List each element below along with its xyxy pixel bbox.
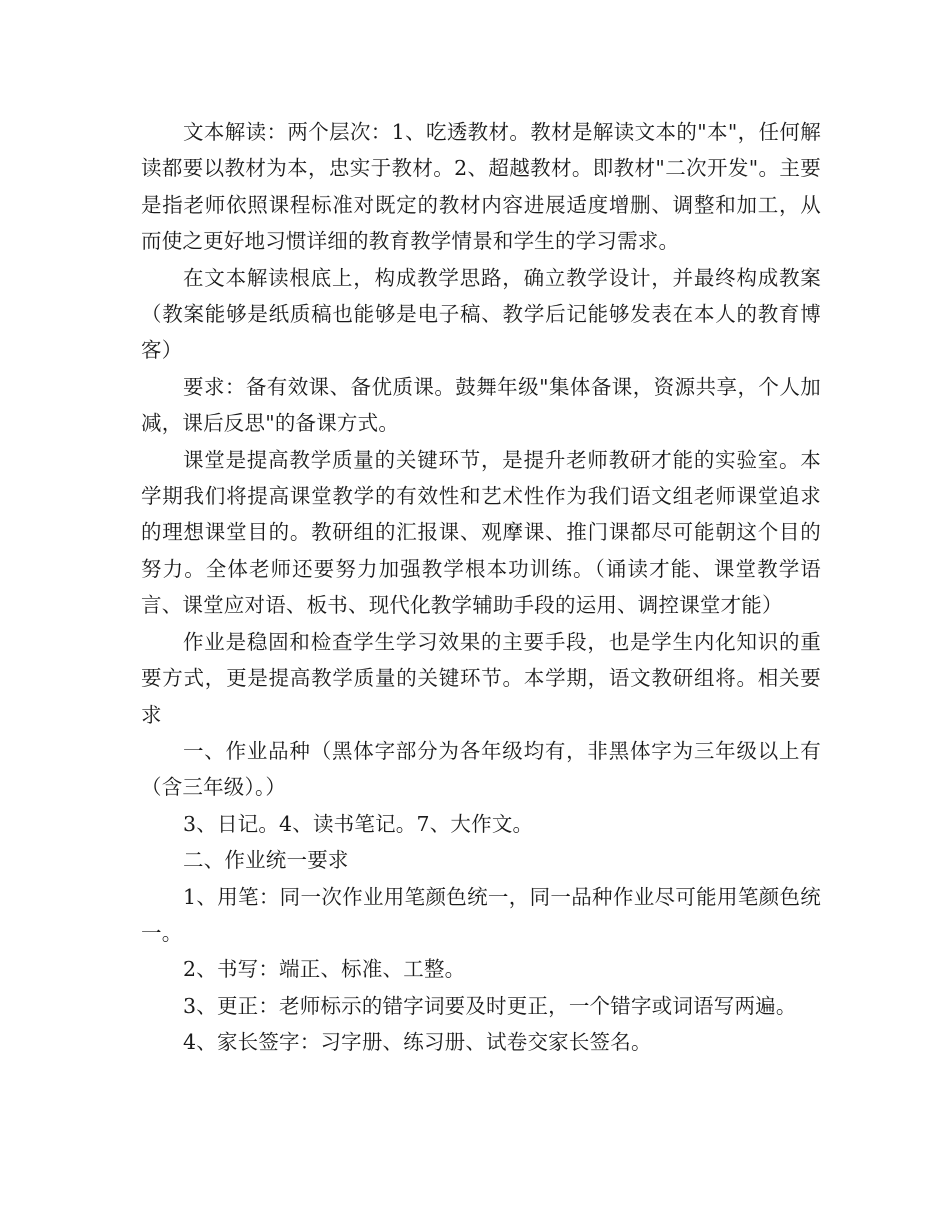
paragraph-classroom: 课堂是提高教学质量的关键环节，是提升老师教研才能的实验室。本学期我们将提高课堂教学的有效性和艺术性作为我们语文组老师课堂追求的理想课堂目的。教研组的汇报课、观摩课、推门课都尽可能朝这个目的努力。全体老师还要努力加强教学根本功训练。（诵读才能、课堂教学语言、课堂应对语、板书、现代化教学辅助手段的运用、调控课堂才能） [141, 447, 821, 618]
paragraph-homework-list: 3、日记。4、读书笔记。7、大作文。 [183, 811, 534, 836]
paragraph-lesson-plan: 在文本解读根底上，构成教学思路，确立教学设计，并最终构成教案（教案能够是纸质稿也能够是电子稿、教学后记能够发表在本人的教育博客） [141, 265, 821, 363]
paragraph-text-interpretation: 文本解读：两个层次：1、吃透教材。教材是解读文本的"本"，任何解读都要以教材为本，忠实于教材。2、超越教材。即教材"二次开发"。主要是指老师依照课程标准对既定的教材内容进展适度增删、调整和加工，从而使之更好地习惯详细的教育教学情景和学生的学习需求。 [141, 120, 821, 254]
paragraph-homework: 作业是稳固和检查学生学习效果的主要手段，也是学生内化知识的重要方式，更是提高教学质量的关键环节。本学期，语文教研组将。相关要求 [141, 629, 821, 727]
paragraph-unified-requirements-heading: 二、作业统一要求 [183, 848, 349, 873]
paragraph-homework-types: 一、作业品种（黑体字部分为各年级均有，非黑体字为三年级以上有（含三年级）。） [141, 738, 821, 800]
paragraph-pen-requirement: 1、用笔：同一次作业用笔颜色统一，同一品种作业尽可能用笔颜色统一。 [141, 884, 821, 945]
document-body [141, 114, 821, 1061]
paragraph-parent-signature: 4、家长签字：习字册、练习册、试卷交家长签名。 [183, 1030, 652, 1055]
paragraph-writing-requirement: 2、书写：端正、标准、工整。 [183, 957, 466, 982]
paragraph-correction-requirement: 3、更正：老师标示的错字词要及时更正，一个错字或词语写两遍。 [183, 993, 797, 1018]
paragraph-preparation-requirements: 要求：备有效课、备优质课。鼓舞年级"集体备课，资源共享，个人加减，课后反思"的备课方式。 [141, 374, 821, 436]
